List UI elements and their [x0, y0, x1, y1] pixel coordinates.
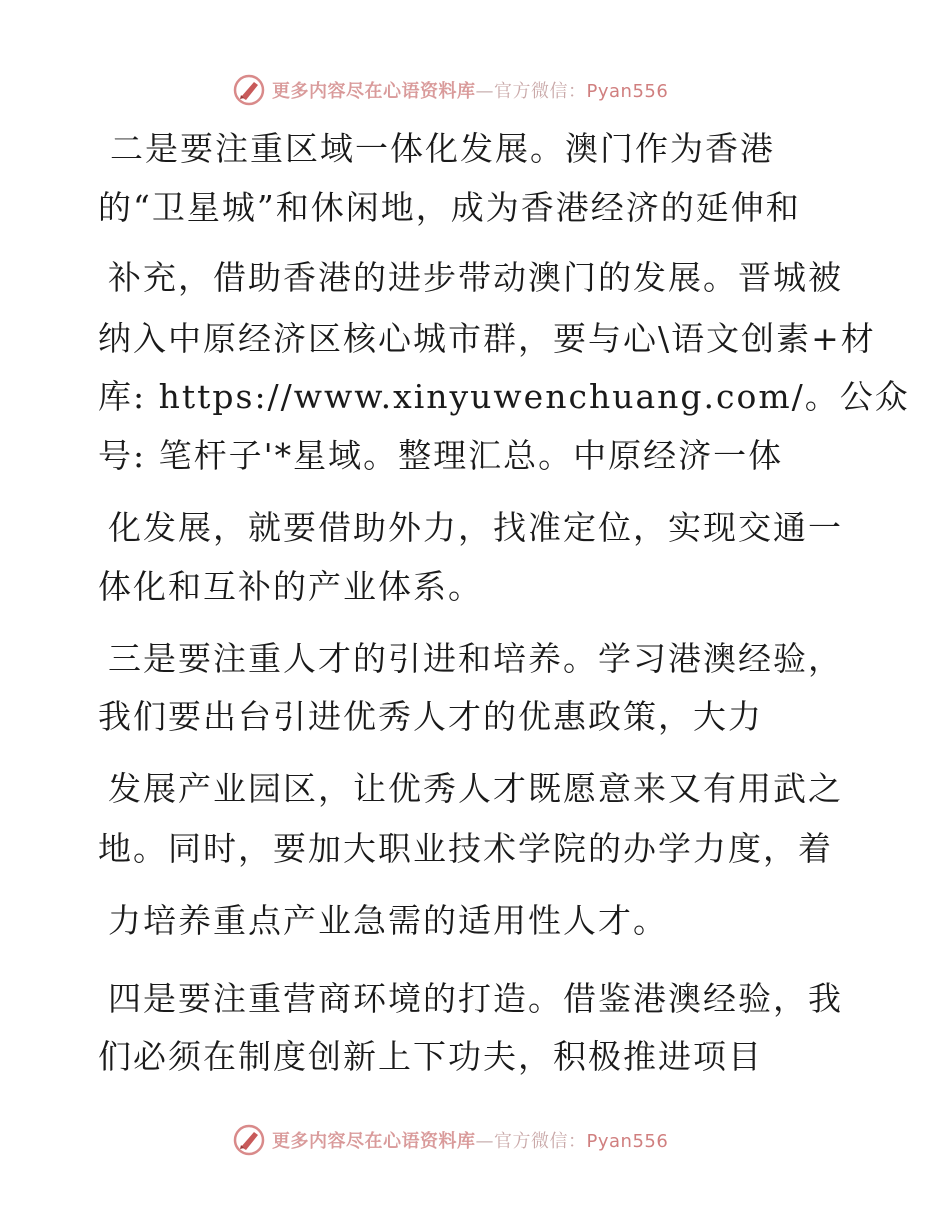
banner-dash: —: [475, 1131, 494, 1152]
banner-wechat-id: Pyan556: [586, 1131, 669, 1152]
banner-main-text: 更多内容尽在心语资料库: [272, 81, 476, 102]
banner-wechat-label: 官方微信：: [494, 1131, 587, 1152]
body-line: 发展产业园区，让优秀人才既愿意来又有用武之: [108, 769, 843, 808]
body-line: 们必须在制度创新上下功夫，积极推进项目: [98, 1037, 763, 1076]
brand-logo-icon: [232, 73, 266, 107]
banner-dash: —: [475, 81, 494, 102]
footer-watermark: [232, 1122, 668, 1158]
brand-logo-icon: [232, 1123, 266, 1157]
body-line: 二是要注重区域一体化发展。澳门作为香港: [110, 129, 775, 168]
body-line: 地。同时，要加大职业技术学院的办学力度，着: [98, 829, 833, 868]
body-line: 号: 笔杆子'*星域。整理汇总。中原经济一体: [98, 436, 784, 475]
banner-wechat-id: Pyan556: [586, 81, 669, 102]
banner-main-text: 更多内容尽在心语资料库: [272, 1131, 476, 1152]
body-line: 力培养重点产业急需的适用性人才。: [108, 901, 668, 940]
body-line: 体化和互补的产业体系。: [98, 567, 483, 606]
body-line: 三是要注重人才的引进和培养。学习港澳经验，: [108, 639, 843, 678]
body-line: 的“卫星城”和休闲地，成为香港经济的延伸和: [98, 188, 801, 227]
banner-wechat-label: 官方微信：: [494, 81, 587, 102]
body-line: 我们要出台引进优秀人才的优惠政策，大力: [98, 697, 763, 736]
body-line: 库: https://www.xinyuwenchuang.com/。公众: [98, 377, 910, 416]
header-watermark: [232, 72, 668, 108]
body-line: 化发展，就要借助外力，找准定位，实现交通一: [108, 508, 843, 547]
body-line: 补充，借助香港的进步带动澳门的发展。晋城被: [108, 258, 843, 297]
body-line: 纳入中原经济区核心城市群，要与心\语文创素+材: [98, 319, 876, 358]
body-line: 四是要注重营商环境的打造。借鉴港澳经验，我: [108, 979, 843, 1018]
